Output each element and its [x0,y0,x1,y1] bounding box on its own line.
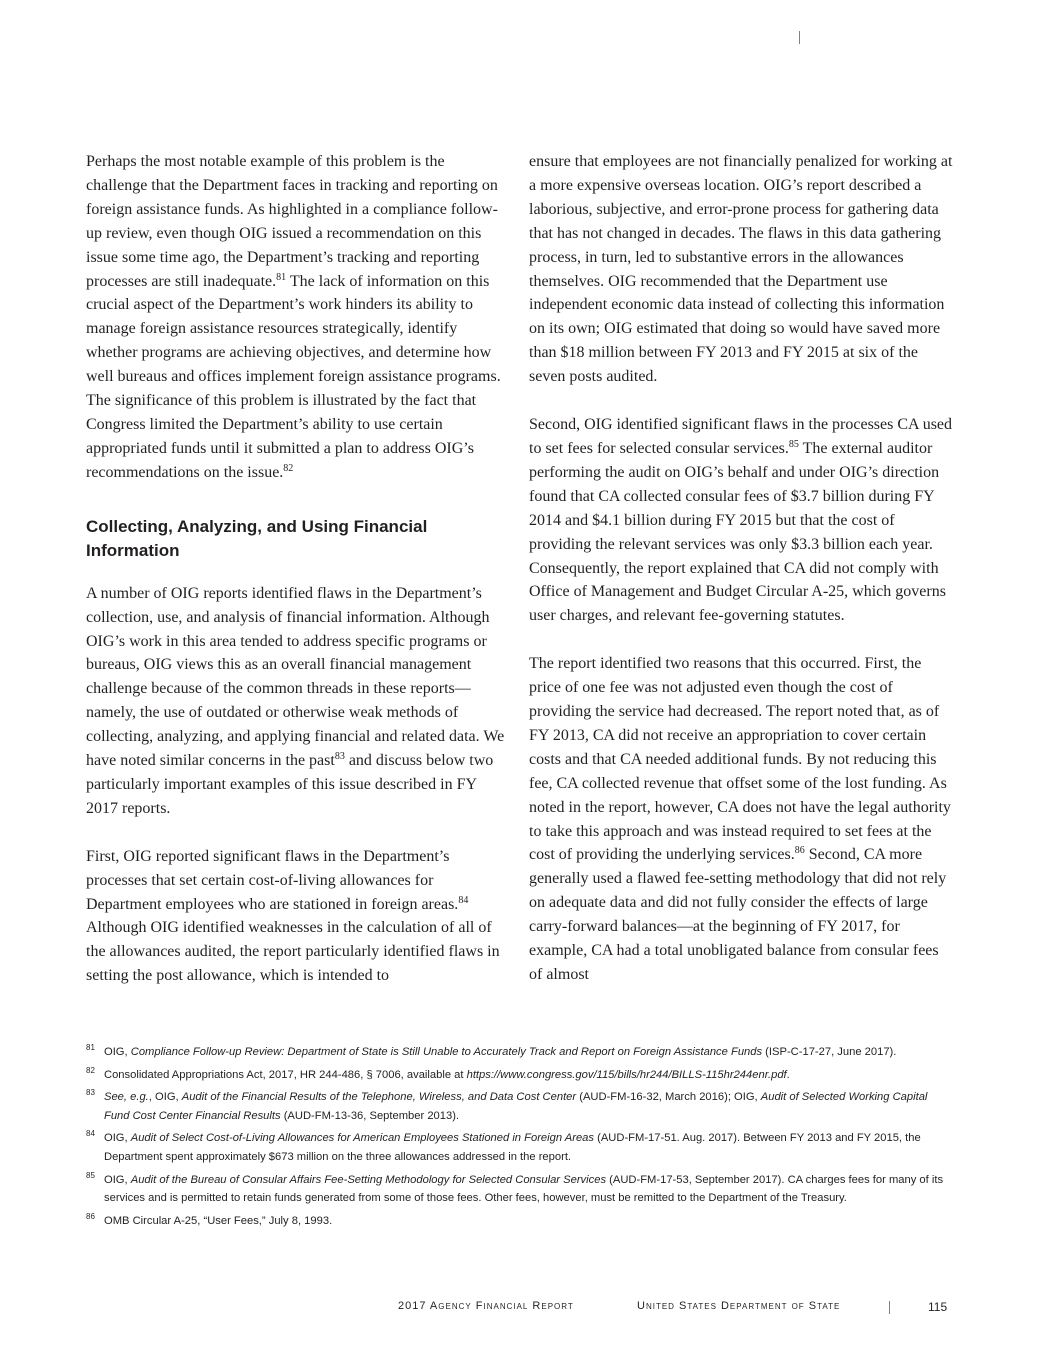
footnote-number: 81 [86,1043,95,1052]
paragraph-two-reasons: The report identified two reasons that this occurred. First, the price of one fee was not adjusted even though the cost of providing the service had decreased. The report noted that, as of FY 2013, CA did not receive an appropriation to cover certain costs and that CA needed additional funds. By not reducing this fee, CA collected revenue that offset some of the lost funding. As noted in the report, however, CA does not have the legal authority to take this approach and was instead required to set fees at the cost of providing the underlying services.$^{86}$ Second, CA more generally used a flawed fee-setting methodology that did not rely on adequate data and did not fully consider the effects of large carry-forward balances—at the beginning of FY 2017, for example, CA had a total unobligated balance from consular fees of almost [529,655,951,983]
page-number: 115 [928,1300,948,1314]
paragraph-post-allowance: ensure that employees are not financially penalized for working at a more expensive overseas location. OIG’s report described a laborious, subjective, and error-prone process for gathering data that has not changed in decades. The flaws in this data gathering process, in turn, led to substantive errors in the allowances themselves. OIG recommended that the Department use independent economic data instead of collecting this information on its own; OIG estimated that doing so would have saved more than $18 million between FY 2013 and FY 2015 at six of the seven posts audited. [529,153,953,386]
left-column [86,150,506,1012]
footnote-ref-83[interactable]: 83 [334,751,345,763]
paragraph-financial-info: A number of OIG reports identified flaws in the Department’s collection, use, and analysis of financial information. Although OIG’s work in this area tended to address specific programs or bureaus, OIG views this as an overall financial management challenge because of the common threads in these reports—namely, the use of outdated or otherwise weak methods of collecting, analyzing, and applying financial and related data. We have noted similar concerns in the past$^{83}$ and discuss below two particularly important examples of this issue described in FY 2017 reports. [86,584,505,817]
footnote-82: 82 Consolidated Appropriations Act, 2017, HR 244-486, § 7006, available at https://www.congress.gov/115/bills/hr244/BILLS-115hr244enr.pdf. [86,1066,956,1085]
paragraph-foreign-assistance: Perhaps the most notable example of this problem is the challenge that the Department faces in tracking and reporting on foreign assistance funds. As highlighted in a compliance follow-up review, even though OIG issued a recommendation on this issue some time ago, the Department’s tracking and reporting processes are still inadequate.$^{81}$ The lack of information on this crucial aspect of the Department’s work hinders its ability to manage foreign assistance resources strategically, identify whether programs are achieving objectives, and determine how well bureaus and offices implement foreign assistance programs. The significance of this problem is illustrated by the fact that Congress limited the Department’s ability to use certain appropriated funds until it submitted a plan to address OIG’s recommendations on the issue.$^{82}$ [86,153,501,481]
section-heading: Collecting, Analyzing, and Using Financial Information [86,516,428,560]
header-divider [799,31,800,44]
footnote-number: 82 [86,1065,95,1075]
right-column [529,150,955,1011]
footnote-number: 84 [86,1129,95,1139]
footnote-86: 86 OMB Circular A-25, “User Fees,” July 8, 1993. [86,1212,956,1231]
page-footer [0,1300,1043,1316]
footnotes [86,1043,956,1234]
footer-report-title: 2017 Agency Financial Report [398,1300,574,1312]
footnote-ref-86[interactable]: 86 [794,845,805,857]
paragraph-consular-fees: Second, OIG identified significant flaws in the processes CA used to set fees for selected consular services.$^{85}$ The external auditor performing the audit on OIG’s behalf and under OIG’s direction found that CA collected consular fees of $3.7 billion during FY 2014 and $4.1 billion during FY 2015 but that the cost of providing the relevant services was only $3.3 billion each year. Consequently, the report explained that CA did not comply with Office of Management and Budget Circular A-25, which governs user charges, and relevant fee-governing statutes. [529,416,953,625]
footnote-number: 85 [86,1170,95,1180]
footnote-85: 85 OIG, Audit of the Bureau of Consular Affairs Fee-Setting Methodology for Selected Consular Services (AUD-FM-17-53, September 2017). CA charges fees for many of its services and is permitted to retain funds generated from some of those fees. Other fees, however, must be remitted to the Department of the Treasury. [86,1171,956,1208]
footnote-ref-85[interactable]: 85 [788,438,799,450]
footnote-number: 83 [86,1088,95,1098]
footnote-ref-81[interactable]: 81 [276,271,287,283]
footer-department: United States Department of State [637,1300,841,1312]
footnote-81: 81 OIG, Compliance Follow-up Review: Department of State is Still Unable to Accurately Track and Report on Foreign Assistance Funds (ISP-C-17-27, June 2017). [86,1043,956,1062]
footnote-84: 84 OIG, Audit of Select Cost-of-Living Allowances for American Employees Stationed in Foreign Areas (AUD-FM-17-51. Aug. 2017). Between FY 2013 and FY 2015, the Department spent approximately $673 million on the three allowances addressed in the report. [86,1129,956,1166]
paragraph-allowances: First, OIG reported significant flaws in the Department’s processes that set certain cost-of-living allowances for Department employees who are stationed in foreign areas.$^{84}$ Although OIG identified weaknesses in the calculation of all of the allowances audited, the report particularly identified flaws in setting the post allowance, which is intended to [86,847,500,985]
footnote-ref-84[interactable]: 84 [458,894,469,906]
footnote-number: 86 [86,1211,95,1221]
footnote-83: 83 See, e.g., OIG, Audit of the Financial Results of the Telephone, Wireless, and Data Cost Center (AUD-FM-16-32, March 2016); OIG, Audit of Selected Working Capital Fund Cost Center Financial Results (AUD-FM-13-36, September 2013). [86,1088,956,1125]
congress-link[interactable]: https://www.congress.gov/115/bills/hr244/BILLS-115hr244enr.pdf [466,1068,787,1081]
footnote-ref-82[interactable]: 82 [283,462,294,474]
footer-divider [889,1301,890,1314]
